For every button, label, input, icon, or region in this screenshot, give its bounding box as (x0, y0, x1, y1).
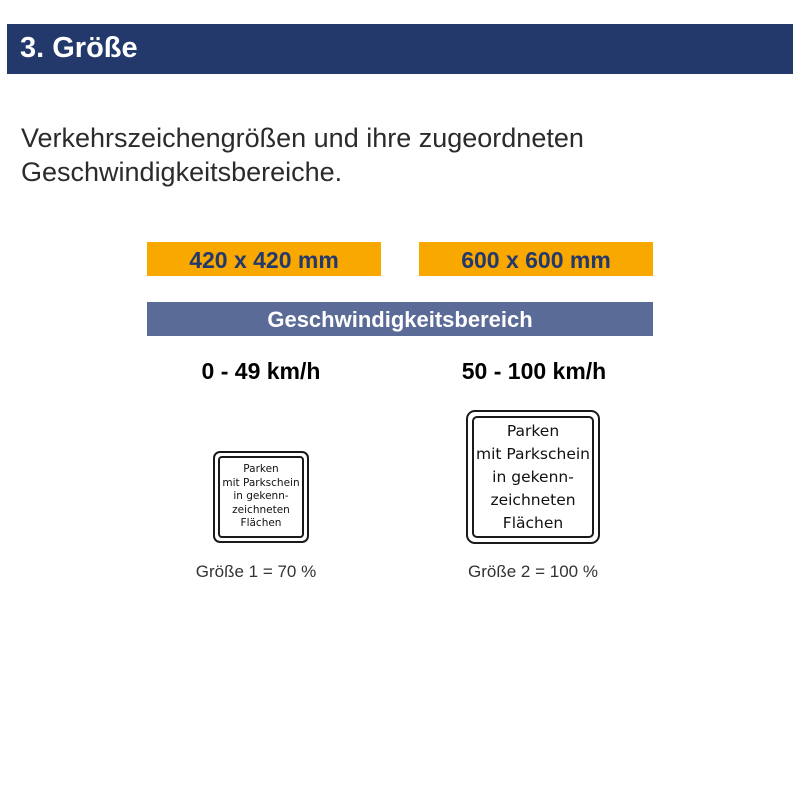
sign-line-5: Flächen (502, 513, 564, 532)
sign-line-4: zeichneten (232, 503, 290, 516)
intro-line-1: Verkehrszeichengrößen und ihre zugeordneten (21, 123, 584, 153)
caption-size-1: Größe 1 = 70 % (195, 562, 317, 581)
caption-size-2: Größe 2 = 100 % (468, 562, 598, 581)
size-label-420: 420 x 420 mm (147, 242, 381, 276)
sign-line-3: in gekenn- (492, 467, 574, 486)
sign-text-block (218, 456, 304, 538)
sign-line-1: Parken (243, 463, 279, 476)
traffic-sign-size-1 (213, 451, 309, 543)
page-header (7, 24, 793, 74)
sign-line-1: Parken (506, 421, 560, 440)
sign-line-5: Flächen (240, 517, 282, 530)
sign-text-block (472, 416, 594, 538)
sign-line-2: mit Parkschein (476, 444, 590, 463)
speed-range-low: 0 - 49 km/h (201, 358, 321, 384)
sign-line-3: in gekenn- (233, 490, 289, 503)
intro-text (21, 121, 721, 189)
speed-range-high: 50 - 100 km/h (461, 358, 607, 384)
traffic-sign-size-2 (466, 410, 600, 544)
intro-line-2: Geschwindigkeitsbereiche. (21, 157, 343, 187)
sign-line-2: mit Parkschein (222, 476, 300, 489)
sign-line-4: zeichneten (490, 490, 576, 509)
speed-range-band: Geschwindigkeitsbereich (147, 302, 653, 336)
page-title: 3. Größe (20, 32, 138, 64)
size-label-600: 600 x 600 mm (419, 242, 653, 276)
